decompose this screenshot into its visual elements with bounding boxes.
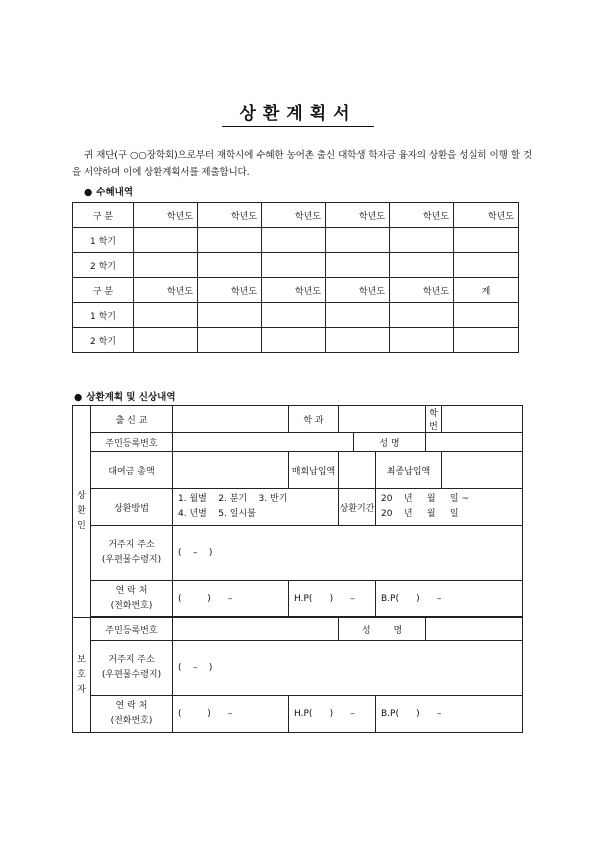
section-benefits-label: 수혜내역 <box>96 187 134 198</box>
guardian-phone-input[interactable]: ( ) – <box>173 696 289 733</box>
guardian-address-input[interactable] <box>173 641 523 696</box>
input-cell[interactable] <box>198 228 262 253</box>
period-line1: 20 년 월 일 ~ <box>381 494 469 504</box>
guardian-hp-input[interactable]: H.P( ) – <box>289 696 376 733</box>
table-row <box>73 228 519 253</box>
input-cell[interactable] <box>198 303 262 328</box>
name-label: 성 명 <box>354 433 426 452</box>
benefit-table <box>72 202 519 353</box>
contact-label-line2: (전화번호) <box>110 716 153 726</box>
bp-input[interactable]: B.P( ) – <box>376 581 523 617</box>
input-cell[interactable] <box>454 253 519 278</box>
rrn-label: 주민등록번호 <box>91 433 173 452</box>
address-input[interactable] <box>173 526 523 581</box>
year-header-cell: 학년도 <box>262 203 326 228</box>
benefit-header-row-1 <box>73 203 519 228</box>
annual-payment-input[interactable] <box>339 452 376 489</box>
section-repayment-heading <box>74 389 176 403</box>
repayment-table <box>72 405 523 733</box>
input-cell[interactable] <box>454 328 519 353</box>
method-options[interactable] <box>173 489 339 526</box>
input-cell[interactable] <box>262 328 326 353</box>
input-cell[interactable] <box>198 253 262 278</box>
contact-label-line2: (전화번호) <box>110 600 153 611</box>
header-cell: 구 분 <box>73 203 134 228</box>
method-options-line1: 1. 월별 2. 분기 3. 반기 <box>178 494 288 504</box>
input-cell[interactable] <box>262 303 326 328</box>
guardian-bp-input[interactable]: B.P( ) – <box>376 696 523 733</box>
header-cell: 구 분 <box>73 278 134 303</box>
row-label: 2 학기 <box>73 328 134 353</box>
input-cell[interactable] <box>390 228 454 253</box>
dept-input[interactable] <box>339 406 426 433</box>
dept-label: 학 과 <box>289 406 339 433</box>
year-header-cell: 학년도 <box>454 203 519 228</box>
postal-code-field: ( – ) <box>178 548 213 558</box>
rrn-input[interactable] <box>173 433 354 452</box>
annual-payment-label: 매회납입액 <box>289 452 339 489</box>
input-cell[interactable] <box>326 228 390 253</box>
table-row <box>73 253 519 278</box>
postal-code-field: ( – ) <box>178 663 213 673</box>
intro-paragraph: 귀 재단(구 ○○장학회)으로부터 재학시에 수혜한 농어촌 출신 대학생 학자금 융자의 상환을 성실히 이행 할 것을 서약하며 이에 상환계획서를 제출합니다. <box>72 150 532 178</box>
input-cell[interactable] <box>134 303 198 328</box>
guardian-address-label <box>91 641 173 696</box>
final-payment-input[interactable] <box>442 452 523 489</box>
page-title: 상환계획서 <box>222 101 374 127</box>
input-cell[interactable] <box>262 253 326 278</box>
side-label-char: 환 <box>77 506 86 516</box>
side-label-char: 보 <box>77 654 86 665</box>
student-no-input[interactable] <box>442 406 523 433</box>
bullet-icon: ● <box>84 187 93 198</box>
guardian-rrn-input[interactable] <box>173 618 339 641</box>
input-cell[interactable] <box>454 303 519 328</box>
hp-input[interactable]: H.P( ) – <box>289 581 376 617</box>
address-label-line2: (우편물수령지) <box>101 555 162 565</box>
section-repayment-label: 상환계획 및 신상내역 <box>86 392 176 403</box>
input-cell[interactable] <box>262 228 326 253</box>
row-label: 2 학기 <box>73 253 134 278</box>
row-label: 1 학기 <box>73 303 134 328</box>
input-cell[interactable] <box>390 328 454 353</box>
input-cell[interactable] <box>134 228 198 253</box>
side-label-char: 호 <box>77 669 86 680</box>
side-label-char: 상 <box>77 491 86 501</box>
input-cell[interactable] <box>390 253 454 278</box>
year-header-cell: 학년도 <box>134 203 198 228</box>
guardian-contact-label <box>91 696 173 733</box>
period-label: 상환기간 <box>339 489 376 526</box>
side-label-char: 자 <box>77 684 86 695</box>
year-header-cell: 학년도 <box>198 278 262 303</box>
loan-amount-input[interactable] <box>173 452 289 489</box>
input-cell[interactable] <box>134 328 198 353</box>
period-input[interactable] <box>376 489 523 526</box>
method-options-line2: 4. 년별 5. 일시불 <box>178 509 256 519</box>
repayer-side-label <box>73 406 91 618</box>
side-label-char: 인 <box>77 521 86 531</box>
input-cell[interactable] <box>198 328 262 353</box>
period-line2: 20 년 월 일 <box>381 509 459 519</box>
guardian-rrn-label: 주민등록번호 <box>91 618 173 641</box>
school-label: 출 신 교 <box>91 406 173 433</box>
year-header-cell: 학년도 <box>134 278 198 303</box>
address-label-line2: (우편물수령지) <box>101 670 162 680</box>
year-header-cell: 학년도 <box>198 203 262 228</box>
guardian-name-label: 성 명 <box>339 618 426 641</box>
year-header-cell: 학년도 <box>262 278 326 303</box>
row-label: 1 학기 <box>73 228 134 253</box>
total-header-cell: 계 <box>454 278 519 303</box>
name-input[interactable] <box>426 433 523 452</box>
input-cell[interactable] <box>326 328 390 353</box>
input-cell[interactable] <box>326 303 390 328</box>
method-label: 상환방법 <box>91 489 173 526</box>
section-benefits-heading <box>84 184 133 198</box>
year-header-cell: 학년도 <box>390 203 454 228</box>
address-label-line1: 거주지 주소 <box>108 540 155 550</box>
phone-input[interactable]: ( ) – <box>173 581 289 617</box>
table-row <box>73 303 519 328</box>
input-cell[interactable] <box>326 253 390 278</box>
guardian-name-input[interactable] <box>426 618 523 641</box>
school-input[interactable] <box>173 406 289 433</box>
year-header-cell: 학년도 <box>326 203 390 228</box>
address-label-line1: 거주지 주소 <box>108 655 155 665</box>
benefit-header-row-2 <box>73 278 519 303</box>
bullet-icon: ● <box>74 392 83 403</box>
contact-label-line1: 연 락 처 <box>115 585 148 596</box>
guardian-side-label <box>73 618 91 733</box>
year-header-cell: 학년도 <box>326 278 390 303</box>
input-cell[interactable] <box>390 303 454 328</box>
final-payment-label: 최종납입액 <box>376 452 442 489</box>
input-cell[interactable] <box>134 253 198 278</box>
loan-amount-label: 대여금 총액 <box>91 452 173 489</box>
contact-label <box>91 581 173 617</box>
table-row <box>73 328 519 353</box>
contact-label-line1: 연 락 처 <box>115 701 148 711</box>
input-cell[interactable] <box>454 228 519 253</box>
student-no-label: 학 번 <box>426 406 442 433</box>
address-label <box>91 526 173 581</box>
year-header-cell: 학년도 <box>390 278 454 303</box>
